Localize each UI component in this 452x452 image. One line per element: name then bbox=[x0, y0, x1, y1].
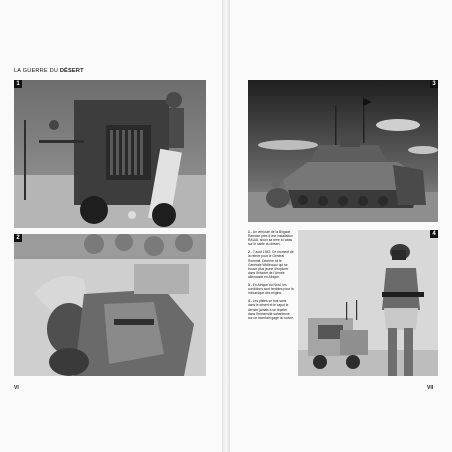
photo-3-image bbox=[248, 80, 438, 222]
photo-2-number: 2 bbox=[14, 234, 22, 242]
right-page bbox=[230, 0, 452, 452]
caption-1: 1 - Un véhicule de la Brigade Ramcke près d'une installation RAUAI, sinon sa terre à l'abas sur le sable du désert. bbox=[248, 230, 293, 247]
photo-1-image bbox=[14, 80, 206, 228]
caption-block bbox=[248, 230, 294, 324]
running-head: LA GUERRE DU DÉSERT bbox=[14, 68, 84, 74]
photo-1-number: 1 bbox=[14, 80, 22, 88]
book-spine bbox=[222, 0, 230, 452]
photo-2 bbox=[14, 234, 206, 376]
photo-4 bbox=[298, 230, 438, 376]
caption-4: 4 - Les pistes se font sans dans le désert et le capot le dernier jamais à se répéter dans l'immensité saharienne sur un incertain gage ou suivre. bbox=[248, 299, 295, 320]
photo-3 bbox=[248, 80, 438, 222]
photo-2-image bbox=[14, 234, 206, 376]
photo-1 bbox=[14, 80, 206, 228]
folio-left: VI bbox=[14, 385, 19, 391]
photo-3-number: 3 bbox=[430, 80, 438, 88]
folio-right: VII bbox=[427, 385, 434, 391]
caption-3: 3 - En Afrique du Nord, les conditions sont terribles pour la mécanique des engins. bbox=[248, 283, 294, 296]
photo-4-number: 4 bbox=[430, 230, 438, 238]
photo-4-image bbox=[298, 230, 438, 376]
caption-2: 2 - 7 août 1942. Ce moment de la relève pour le Général Rommel. Derrière lui le Générale Wolfeoucz qui se trouve plus jeune d'explorer dans l'histoire de l'Armée allemande en Afrique. bbox=[248, 250, 294, 279]
